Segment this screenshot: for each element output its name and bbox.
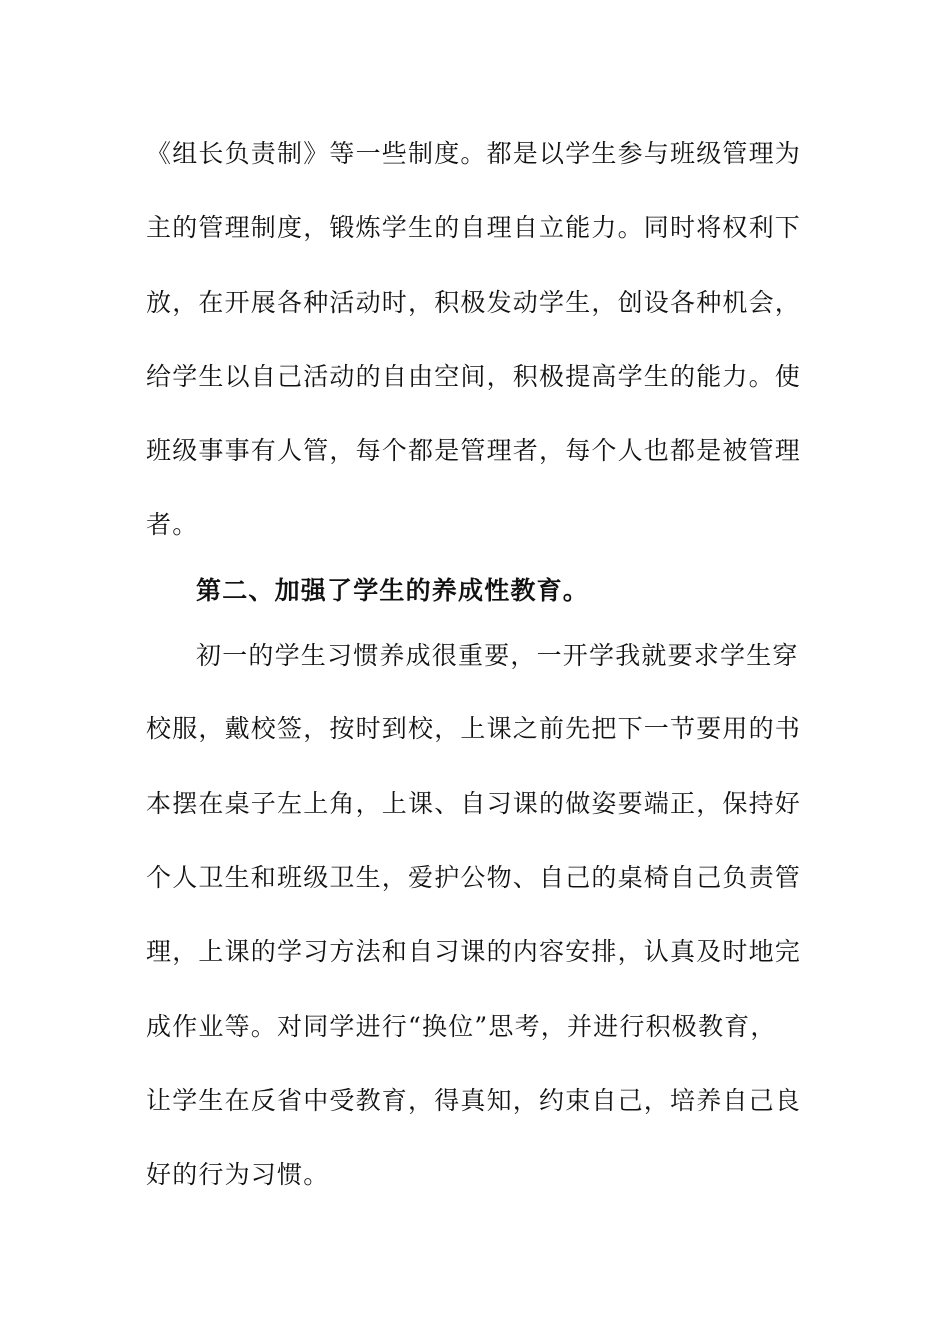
paragraph-line: 放，在开展各种活动时，积极发动学生，创设各种机会， — [146, 288, 802, 317]
paragraph-line: 成作业等。对同学进行“换位”思考，并进行积极教育， — [146, 1012, 777, 1041]
paragraph-line: 者。 — [146, 510, 199, 539]
paragraph-line: 初一的学生习惯养成很重要，一开学我就要求学生穿 — [196, 641, 799, 670]
paragraph-line: 《组长负责制》等一些制度。都是以学生参与班级管理为 — [146, 139, 802, 168]
paragraph-line: 校服，戴校签，按时到校，上课之前先把下一节要用的书 — [146, 714, 802, 743]
paragraph-line: 给学生以自己活动的自由空间，积极提高学生的能力。使 — [146, 362, 802, 391]
paragraph-line: 让学生在反省中受教育，得真知，约束自己，培养自己良 — [146, 1086, 802, 1115]
section-heading: 第二、加强了学生的养成性教育。 — [196, 576, 590, 605]
paragraph-line: 主的管理制度，锻炼学生的自理自立能力。同时将权利下 — [146, 213, 802, 242]
paragraph-line: 班级事事有人管，每个都是管理者，每个人也都是被管理 — [146, 436, 802, 465]
paragraph-line: 好的行为习惯。 — [146, 1160, 330, 1189]
paragraph-line: 本摆在桌子左上角，上课、自习课的做姿要端正，保持好 — [146, 789, 802, 818]
paragraph-line: 个人卫生和班级卫生，爱护公物、自己的桌椅自己负责管 — [146, 863, 802, 892]
paragraph-line: 理，上课的学习方法和自习课的内容安排，认真及时地完 — [146, 937, 802, 966]
